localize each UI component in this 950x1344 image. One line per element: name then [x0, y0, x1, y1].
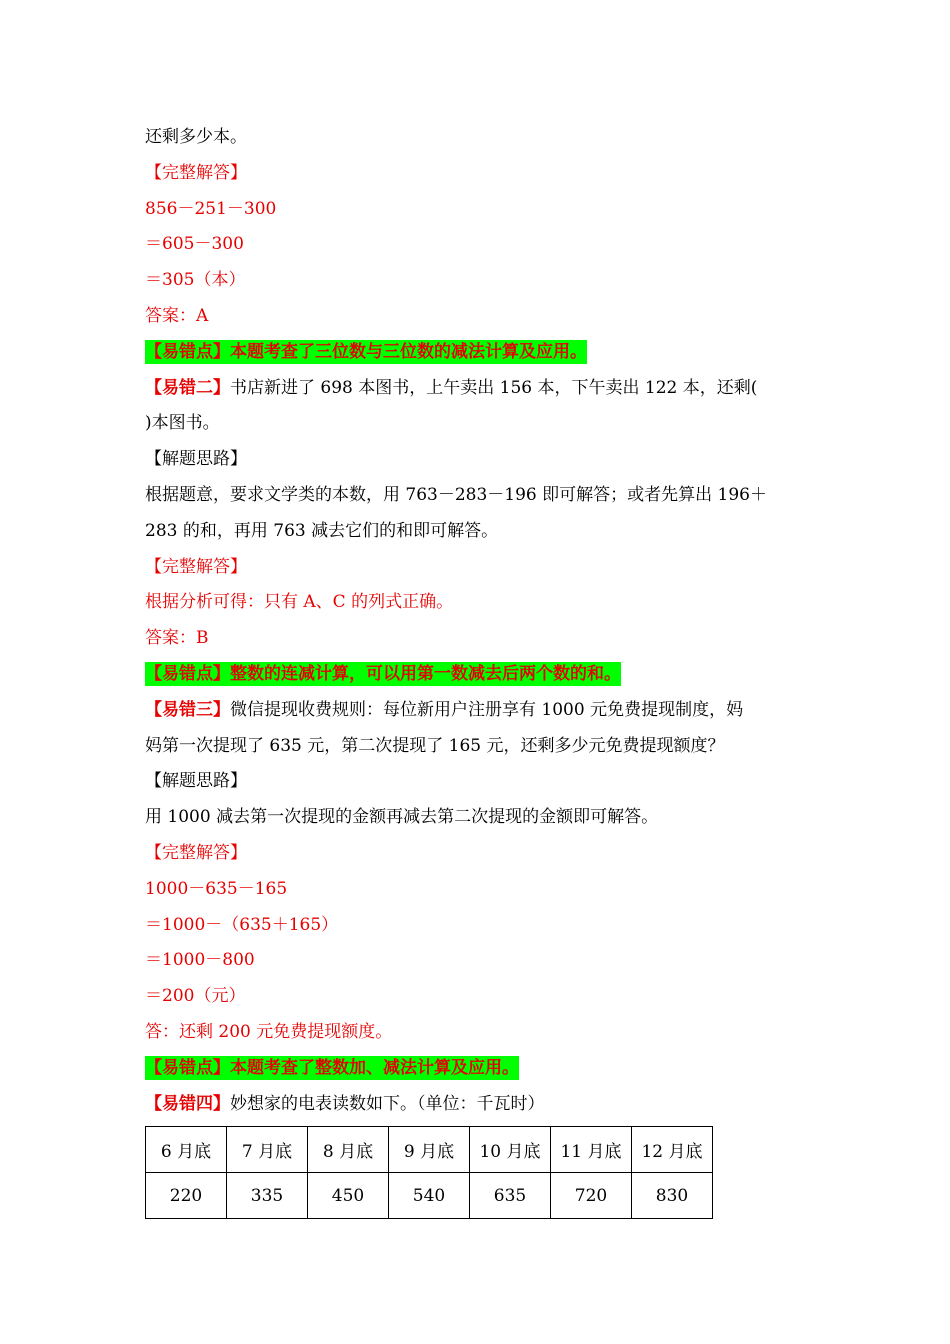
table-header-row [146, 1127, 713, 1173]
table-cell: 720 [551, 1173, 632, 1219]
section-heading-thinking: 【解题思路】 [145, 449, 247, 470]
question-text: 微信提现收费规则：每位新用户注册享有 1000 元免费提现制度，妈 [230, 699, 744, 720]
table-header-cell: 8 月底 [308, 1127, 389, 1173]
table-cell: 635 [470, 1173, 551, 1219]
meter-reading-table [145, 1126, 713, 1219]
highlighted-note: 【易错点】整数的连减计算，可以用第一数减去后两个数的和。 [145, 663, 621, 684]
error-point-line [145, 335, 810, 371]
text-line: 妈第一次提现了 635 元，第二次提现了 165 元，还剩多少元免费提现额度？ [145, 735, 725, 756]
error-point-line [145, 657, 810, 693]
error-point-line [145, 1051, 810, 1087]
table-cell: 540 [389, 1173, 470, 1219]
answer-line: 答案：A [145, 305, 209, 326]
section-heading-answer: 【完整解答】 [145, 842, 247, 863]
question-tag: 【易错二】 [145, 377, 230, 398]
equation-line: ＝1000－800 [145, 950, 255, 971]
question-tag: 【易错三】 [145, 699, 230, 720]
equation-line: 1000－635－165 [145, 878, 288, 899]
table-header-cell: 6 月底 [146, 1127, 227, 1173]
table-header-cell: 10 月底 [470, 1127, 551, 1173]
section-heading-answer: 【完整解答】 [145, 162, 247, 183]
section-heading-thinking: 【解题思路】 [145, 771, 247, 792]
section-heading-answer: 【完整解答】 [145, 556, 247, 577]
text-line: 用 1000 减去第一次提现的金额再减去第二次提现的金额即可解答。 [145, 807, 659, 828]
text-line: 283 的和，再用 763 减去它们的和即可解答。 [145, 520, 499, 541]
answer-line: 答案：B [145, 628, 209, 649]
question-text: 妙想家的电表读数如下。（单位：千瓦时） [230, 1093, 545, 1114]
table-cell: 220 [146, 1173, 227, 1219]
document-page [145, 120, 810, 1219]
equation-line: ＝605－300 [145, 234, 244, 255]
highlighted-note: 【易错点】本题考查了三位数与三位数的减法计算及应用。 [145, 341, 587, 362]
table-cell: 830 [632, 1173, 713, 1219]
question-line [145, 371, 810, 407]
equation-line: 856－251－300 [145, 198, 277, 219]
equation-line: ＝1000－（635＋165） [145, 914, 339, 935]
table-header-cell: 12 月底 [632, 1127, 713, 1173]
text-line: 根据题意，要求文学类的本数，用 763－283－196 即可解答；或者先算出 196＋ [145, 484, 768, 505]
table-cell: 450 [308, 1173, 389, 1219]
equation-line: ＝305（本） [145, 270, 246, 291]
text-line: 还剩多少本。 [145, 127, 247, 147]
question-text: 书店新进了 698 本图书，上午卖出 156 本，下午卖出 122 本，还剩( [230, 377, 758, 398]
text-line: )本图书。 [145, 413, 220, 434]
text-line: 根据分析可得：只有 A、C 的列式正确。 [145, 592, 454, 613]
table-header-cell: 9 月底 [389, 1127, 470, 1173]
equation-line: ＝200（元） [145, 986, 246, 1007]
table-header-cell: 7 月底 [227, 1127, 308, 1173]
question-line [145, 1087, 810, 1123]
question-tag: 【易错四】 [145, 1093, 230, 1114]
table-cell: 335 [227, 1173, 308, 1219]
highlighted-note: 【易错点】本题考查了整数加、减法计算及应用。 [145, 1057, 519, 1078]
table-row [146, 1173, 713, 1219]
table-header-cell: 11 月底 [551, 1127, 632, 1173]
answer-line: 答：还剩 200 元免费提现额度。 [145, 1021, 393, 1042]
question-line [145, 693, 810, 729]
